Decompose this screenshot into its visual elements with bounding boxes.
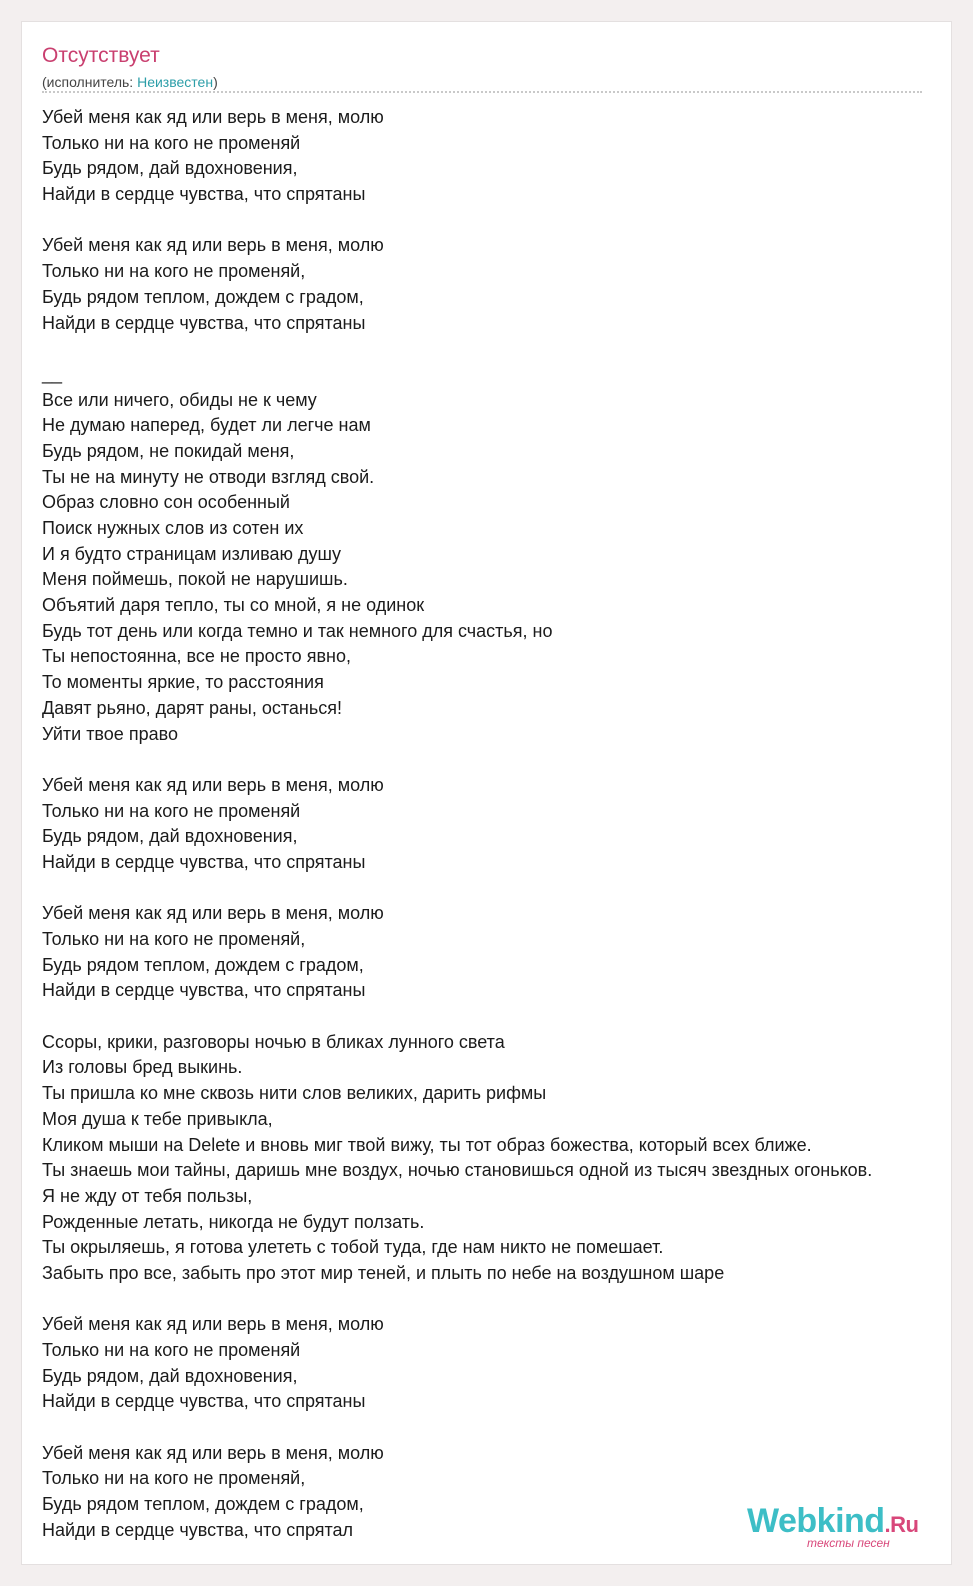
watermark-tld: .Ru — [884, 1512, 919, 1537]
lyric-line — [42, 747, 872, 773]
lyric-line: Найди в сердце чувства, что спрятаны — [42, 980, 366, 1001]
lyric-line: Образ словно сон особенный — [42, 492, 290, 513]
lyric-line: Не думаю наперед, будет ли легче нам — [42, 415, 371, 436]
lyric-line: Из головы бред выкинь. — [42, 1057, 243, 1078]
lyric-line: Давят рьяно, дарят раны, останься! — [42, 697, 342, 718]
lyric-line: Будь рядом, дай вдохновения, — [42, 158, 298, 179]
lyric-line: Уйти твое право — [42, 723, 178, 744]
lyric-line: Поиск нужных слов из сотен их — [42, 518, 304, 538]
lyric-line: Ты не на минуту не отводи взгляд свой. — [42, 466, 375, 487]
lyric-line: Убей меня как яд или верь в меня, молю — [42, 1442, 384, 1463]
watermark-brand: Webkind — [747, 1502, 885, 1540]
lyric-line: Будь рядом, не покидай меня, — [42, 440, 295, 461]
lyric-line — [42, 876, 872, 902]
lyric-line — [42, 1004, 872, 1030]
artist-line — [42, 73, 218, 91]
lyric-line: Будь рядом, дай вдохновения, — [42, 1365, 298, 1386]
artist-prefix: (исполнитель: — [42, 74, 138, 90]
lyric-line: Только ни на кого не променяй — [42, 1340, 301, 1360]
lyric-line: Объятий даря тепло, ты со мной, я не одинок — [42, 595, 425, 616]
lyric-line: Убей меня как яд или верь в меня, молю — [42, 235, 384, 256]
lyric-line: То моменты яркие, то расстояния — [42, 672, 324, 693]
lyric-line: Убей меня как яд или верь в меня, молю — [42, 1314, 384, 1335]
webkind-watermark[interactable] — [747, 1501, 947, 1561]
lyric-line: Найди в сердце чувства, что спрятаны — [42, 312, 366, 333]
lyric-line: Ты окрыляешь, я готова улететь с тобой туда, где нам никто не помешает. — [42, 1237, 664, 1258]
lyric-line: И я будто страницам изливаю душу — [42, 543, 341, 564]
artist-link[interactable]: Неизвестен — [137, 74, 214, 90]
lyric-line: Забыть про все, забыть про этот мир теней, и плыть по небе на воздушном шаре — [42, 1262, 725, 1283]
lyric-line: Будь рядом теплом, дождем с градом, — [42, 286, 364, 307]
lyric-line: Будь тот день или когда темно и так немного для счастья, но — [42, 620, 553, 641]
lyric-line: Кликом мыши на Delete и вновь миг твой вижу, ты тот образ божества, который всех ближе. — [42, 1134, 812, 1155]
watermark-tagline: тексты песен — [807, 1536, 890, 1550]
lyric-line: Ты непостоянна, все не просто явно, — [42, 646, 351, 667]
lyric-line: Моя душа к тебе привыкла, — [42, 1108, 273, 1129]
lyrics-text — [42, 105, 872, 1544]
dotted-divider — [42, 91, 922, 93]
lyric-line — [42, 336, 872, 362]
lyric-line: Убей меня как яд или верь в меня, молю — [42, 774, 384, 795]
lyrics-card — [21, 21, 952, 1565]
lyric-line: Найди в сердце чувства, что спрятаны — [42, 851, 366, 872]
lyric-line: Только ни на кого не променяй — [42, 132, 301, 153]
lyric-line: Я не жду от тебя пользы, — [42, 1185, 253, 1206]
lyric-line: Будь рядом теплом, дождем с градом, — [42, 954, 364, 975]
lyric-line: Найди в сердце чувства, что спрятаны — [42, 1391, 366, 1412]
lyric-line: Ссоры, крики, разговоры ночью в бликах лунного света — [42, 1031, 505, 1052]
lyric-line: Только ни на кого не променяй, — [42, 261, 306, 282]
lyric-line: Будь рядом теплом, дождем с градом, — [42, 1494, 364, 1515]
lyric-line: Все или ничего, обиды не к чему — [42, 389, 317, 410]
lyric-line: Ты знаешь мои тайны, даришь мне воздух, ночью становишься одной из тысяч звездных огоньков. — [42, 1160, 873, 1181]
lyric-line — [42, 208, 872, 234]
lyric-line: Убей меня как яд или верь в меня, молю — [42, 107, 384, 127]
lyric-line: Только ни на кого не променяй, — [42, 929, 306, 949]
lyric-line: Только ни на кого не променяй, — [42, 1468, 306, 1489]
lyric-line: Меня поймешь, покой не нарушишь. — [42, 569, 348, 590]
lyric-line — [42, 1287, 872, 1313]
lyric-line: Убей меня как яд или верь в меня, молю — [42, 903, 384, 924]
song-title: Отсутствует — [42, 44, 160, 67]
lyric-line: Только ни на кого не променяй — [42, 800, 301, 821]
lyric-line: Найди в сердце чувства, что спрятал — [42, 1519, 354, 1540]
lyric-line — [42, 1415, 872, 1441]
lyric-line: Ты пришла ко мне сквозь нити слов великих, дарить рифмы — [42, 1083, 547, 1104]
artist-suffix: ) — [213, 74, 218, 90]
lyric-line: Рожденные летать, никогда не будут ползать. — [42, 1211, 425, 1232]
lyric-line: Найди в сердце чувства, что спрятаны — [42, 184, 366, 205]
lyric-line: __ — [42, 363, 63, 384]
lyric-line: Будь рядом, дай вдохновения, — [42, 826, 298, 847]
